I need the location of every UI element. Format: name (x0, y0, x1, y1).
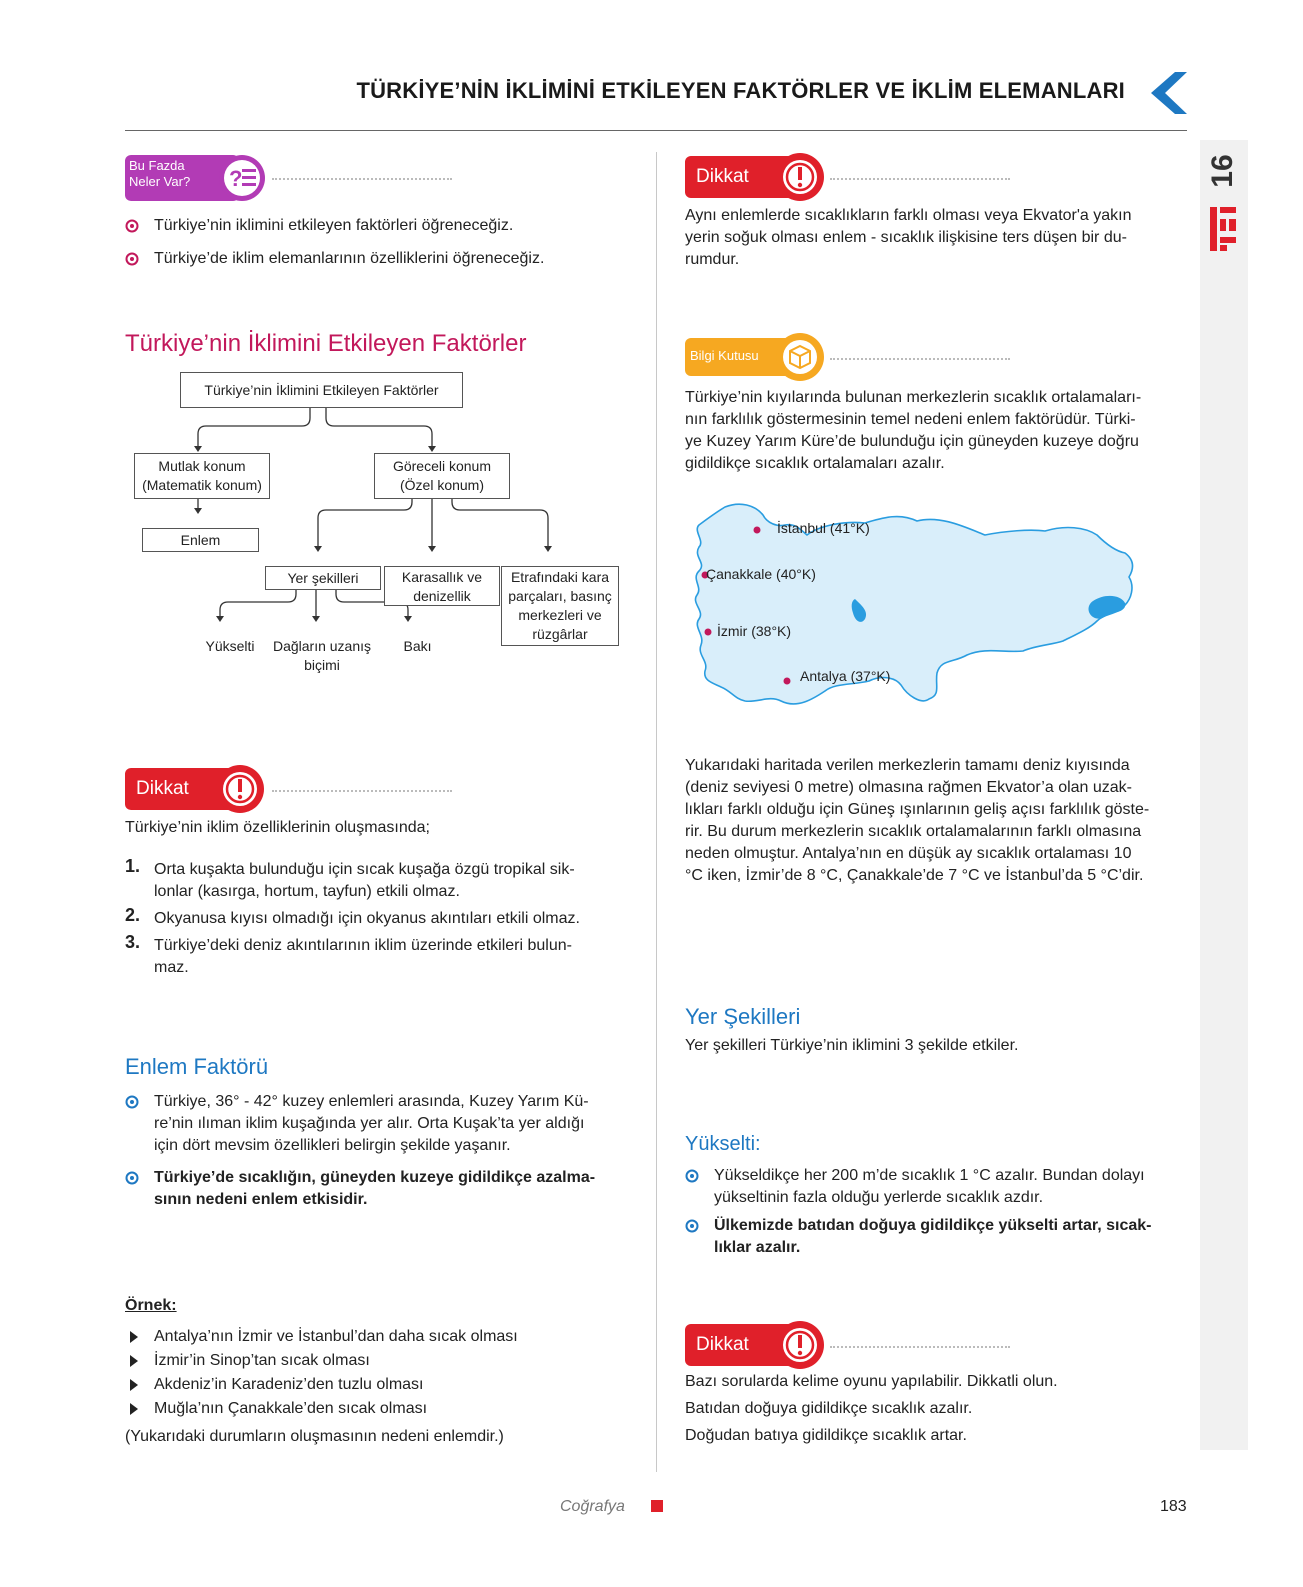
intro-badge-line1: Bu Fazda (129, 158, 185, 173)
dikkat3-line: Doğudan batıya gidildikçe sıcaklık artar. (685, 1427, 967, 1444)
diagram-daglar-line2: biçimi (304, 657, 340, 673)
dikkat2-text (685, 205, 1190, 271)
dikkat-label: Dikkat (696, 1334, 749, 1355)
target-bullet-icon (125, 1171, 139, 1185)
diagram-yukselti-label: Yükselti (205, 638, 255, 654)
page-number: 183 (1160, 1498, 1187, 1515)
enlem-item-bold (154, 1167, 629, 1211)
diagram-yer-sekilleri-box: Yer şekilleri (265, 566, 381, 590)
triangle-bullet-icon (130, 1331, 138, 1343)
exclamation-icon (215, 764, 265, 814)
dotted-line (830, 178, 1010, 180)
bilgi-line: Türkiye’nin kıyılarında bulunan merkezlerin sıcaklık ortalamaları- (685, 389, 1142, 406)
map-explanation (685, 755, 1190, 887)
enlem-item-line: sının nedeni enlem etkisidir. (154, 1191, 368, 1208)
dikkat3-line: Bazı sorularda kelime oyunu yapılabilir. Dikkatli olun. (685, 1373, 1058, 1390)
column-divider (656, 152, 657, 1472)
target-bullet-icon (125, 252, 139, 266)
yer-sekilleri-heading: Yer Şekilleri (685, 1004, 801, 1029)
bilgi-label: Bilgi Kutusu (690, 348, 759, 363)
unit-number: 16 (1206, 154, 1239, 188)
exclamation-icon (775, 1320, 825, 1370)
dotted-line (272, 178, 452, 180)
dikkat-badge (685, 154, 825, 204)
yukselti-item-bold (714, 1215, 1194, 1259)
turkey-outline (695, 504, 1132, 704)
dikkat1-item-line: Türkiye’deki deniz akıntılarının iklim üzerinde etkileri bulun- (154, 937, 572, 954)
ornek-item: Muğla’nın Çanakkale’den sıcak olması (154, 1400, 428, 1417)
bilgi-line: gidildikçe sıcaklık ortalamaları azalır. (685, 455, 945, 472)
box-icon (775, 332, 825, 382)
dikkat1-item-line: maz. (154, 959, 189, 976)
triangle-bullet-icon (130, 1403, 138, 1415)
diagram-mutlak-box (134, 453, 270, 499)
dikkat1-item-line: Orta kuşakta bulunduğu için sıcak kuşağa özgü tropikal sik- (154, 861, 575, 878)
enlem-heading: Enlem Faktörü (125, 1054, 269, 1079)
diagram-etraf-box (501, 566, 619, 646)
map-text-line: Yukarıdaki haritada verilen merkezlerin tamamı deniz kıyısında (685, 757, 1130, 774)
map-text-line: lıkları farklı olduğu için Güneş ışınlarının geliş açısı farklılık göste- (685, 801, 1150, 818)
map-label-izmir: İzmir (38°K) (717, 623, 792, 639)
dikkat-badge (685, 1322, 825, 1372)
question-list-icon (217, 153, 267, 203)
map-label-istanbul: İstanbul (41°K) (777, 520, 870, 536)
diagram-mutlak-line1: Mutlak konum (158, 458, 246, 474)
diagram-enlem-box: Enlem (142, 528, 259, 552)
header-divider (125, 130, 1187, 131)
triangle-bullet-icon (130, 1379, 138, 1391)
exclamation-icon (775, 152, 825, 202)
diagram-goreceli-line1: Göreceli konum (392, 458, 492, 474)
enlem-item-line: Türkiye, 36° - 42° kuzey enlemleri arasında, Kuzey Yarım Kü- (154, 1093, 589, 1110)
map-label-antalya: Antalya (37°K) (800, 668, 891, 684)
ornek-item: Akdeniz’in Karadeniz’den tuzlu olması (154, 1376, 424, 1393)
dikkat1-num: 3. (125, 932, 141, 952)
dikkat2-line: Aynı enlemlerde sıcaklıkların farklı olması veya Ekvator'a yakın (685, 207, 1132, 224)
dikkat3-line: Batıdan doğuya gidildikçe sıcaklık azalır. (685, 1400, 973, 1417)
dikkat2-line: rumdur. (685, 251, 740, 268)
yukselti-line: Ülkemizde batıdan doğuya gidildikçe yükselti artar, sıcak- (714, 1217, 1152, 1234)
svg-text:?: ? (229, 166, 243, 191)
fasikul-logo-icon (1208, 205, 1238, 255)
diagram-etraf-line2: parçaları, basınç (508, 588, 612, 604)
yukselti-line: lıklar azalır. (714, 1239, 801, 1256)
dikkat1-item (154, 859, 629, 903)
diagram-etraf-line1: Etrafındaki kara (510, 569, 610, 585)
side-strip (1200, 140, 1248, 1450)
page-title: TÜRKİYE’NİN İKLİMİNİ ETKİLEYEN FAKTÖRLER VE İKLİM ELEMANLARI (356, 78, 1125, 103)
diagram-daglar-label (262, 637, 382, 675)
target-bullet-icon (125, 219, 139, 233)
footer-square-icon (651, 1500, 663, 1512)
diagram-karasallik-line1: Karasallık ve (401, 569, 483, 585)
map-text-line: rir. Bu durum merkezlerin sıcaklık ortalamalarının farklı olmasına (685, 823, 1142, 840)
diagram-karasallik-box (384, 566, 500, 606)
istanbul-marker (754, 527, 761, 534)
bilgi-line: ye Kuzey Yarım Küre’de bulunduğu için güneyden kuzeye doğru (685, 433, 1139, 450)
diagram-baki-label: Bakı (403, 638, 432, 654)
ornek-title: Örnek: (125, 1297, 177, 1314)
intro-badge-line2: Neler Var? (129, 174, 191, 189)
izmir-marker (705, 629, 712, 636)
target-bullet-icon (685, 1219, 699, 1233)
bilgi-text (685, 387, 1190, 475)
target-bullet-icon (125, 1095, 139, 1109)
diagram-goreceli-box (374, 453, 510, 499)
ornek-note: (Yukarıdaki durumların oluşmasının nedeni enlemdir.) (125, 1428, 504, 1445)
intro-badge (125, 155, 265, 201)
diagram-etraf-line3: merkezleri ve (518, 607, 602, 623)
yer-sekilleri-text: Yer şekilleri Türkiye’nin iklimini 3 şekilde etkiler. (685, 1037, 1019, 1054)
yukselti-line: yükseltinin fazla olduğu yerlerde sıcaklık azdır. (714, 1189, 1044, 1206)
dikkat1-num: 1. (125, 856, 141, 876)
dikkat1-item: Okyanusa kıyısı olmadığı için okyanus akıntıları etkili olmaz. (154, 910, 580, 927)
diagram-goreceli-line2: (Özel konum) (399, 477, 485, 493)
enlem-item (154, 1091, 629, 1157)
diagram-root-box: Türkiye’nin İklimini Etkileyen Faktörler (180, 372, 463, 408)
intro-item: Türkiye’de iklim elemanlarının özelliklerini öğreneceğiz. (154, 250, 545, 267)
map-text-line: °C iken, İzmir’de 8 °C, Çanakkale’de 7 °C ve İstanbul’da 5 °C’dir. (685, 867, 1144, 884)
triangle-bullet-icon (130, 1355, 138, 1367)
dikkat1-lead: Türkiye’nin iklim özelliklerinin oluşmasında; (125, 819, 430, 836)
ornek-item: İzmir’in Sinop’tan sıcak olması (154, 1352, 370, 1369)
dotted-line (830, 358, 1010, 360)
diagram-etraf-line4: rüzgârlar (532, 626, 588, 642)
dikkat1-num: 2. (125, 905, 141, 925)
enlem-item-line: re’nin ılıman iklim kuşağında yer alır. Orta Kuşak’ta yer aldığı (154, 1115, 585, 1132)
yukselti-item (714, 1165, 1194, 1209)
diagram-karasallik-line2: denizellik (413, 588, 471, 604)
chevron-left-icon (1145, 70, 1191, 116)
enlem-item-line: Türkiye’de sıcaklığın, güneyden kuzeye gidildikçe azalma- (154, 1169, 596, 1186)
dikkat-label: Dikkat (696, 166, 749, 187)
bilgi-badge (685, 334, 825, 384)
factors-heading: Türkiye’nin İklimini Etkileyen Faktörler (125, 330, 527, 357)
bilgi-line: nın farklılık göstermesinin temel nedeni enlem faktörüdür. Türki- (685, 411, 1136, 428)
ornek-item: Antalya’nın İzmir ve İstanbul’dan daha sıcak olması (154, 1328, 518, 1345)
map-text-line: neden olmuştur. Antalya’nın en düşük ay sıcaklık ortalaması 10 (685, 845, 1132, 862)
yukselti-line: Yükseldikçe her 200 m’de sıcaklık 1 °C azalır. Bundan dolayı (714, 1167, 1145, 1184)
yukselti-heading: Yükselti: (685, 1133, 761, 1155)
dikkat-badge (125, 766, 265, 816)
dotted-line (272, 790, 452, 792)
dikkat1-item-line: lonlar (kasırga, hortum, tayfun) etkili olmaz. (154, 883, 460, 900)
dikkat1-item (154, 935, 629, 979)
map-text-line: (deniz seviyesi 0 metre) olmasına rağmen Ekvator’a olan uzak- (685, 779, 1133, 796)
enlem-item-line: için dört mevsim özellikleri belirgin şekilde yaşanır. (154, 1137, 511, 1154)
target-bullet-icon (685, 1169, 699, 1183)
antalya-marker (784, 678, 791, 685)
intro-item: Türkiye’nin iklimini etkileyen faktörleri öğreneceğiz. (154, 217, 514, 234)
footer-subject: Coğrafya (560, 1498, 625, 1515)
dikkat2-line: yerin soğuk olması enlem - sıcaklık ilişkisine ters düşen bir du- (685, 229, 1127, 246)
turkey-map (685, 495, 1155, 735)
diagram-daglar-line1: Dağların uzanış (272, 638, 372, 654)
diagram-mutlak-line2: (Matematik konum) (142, 477, 262, 493)
dotted-line (830, 1346, 1010, 1348)
map-label-canakkale: Çanakkale (40°K) (706, 566, 816, 582)
dikkat-label: Dikkat (136, 778, 189, 799)
